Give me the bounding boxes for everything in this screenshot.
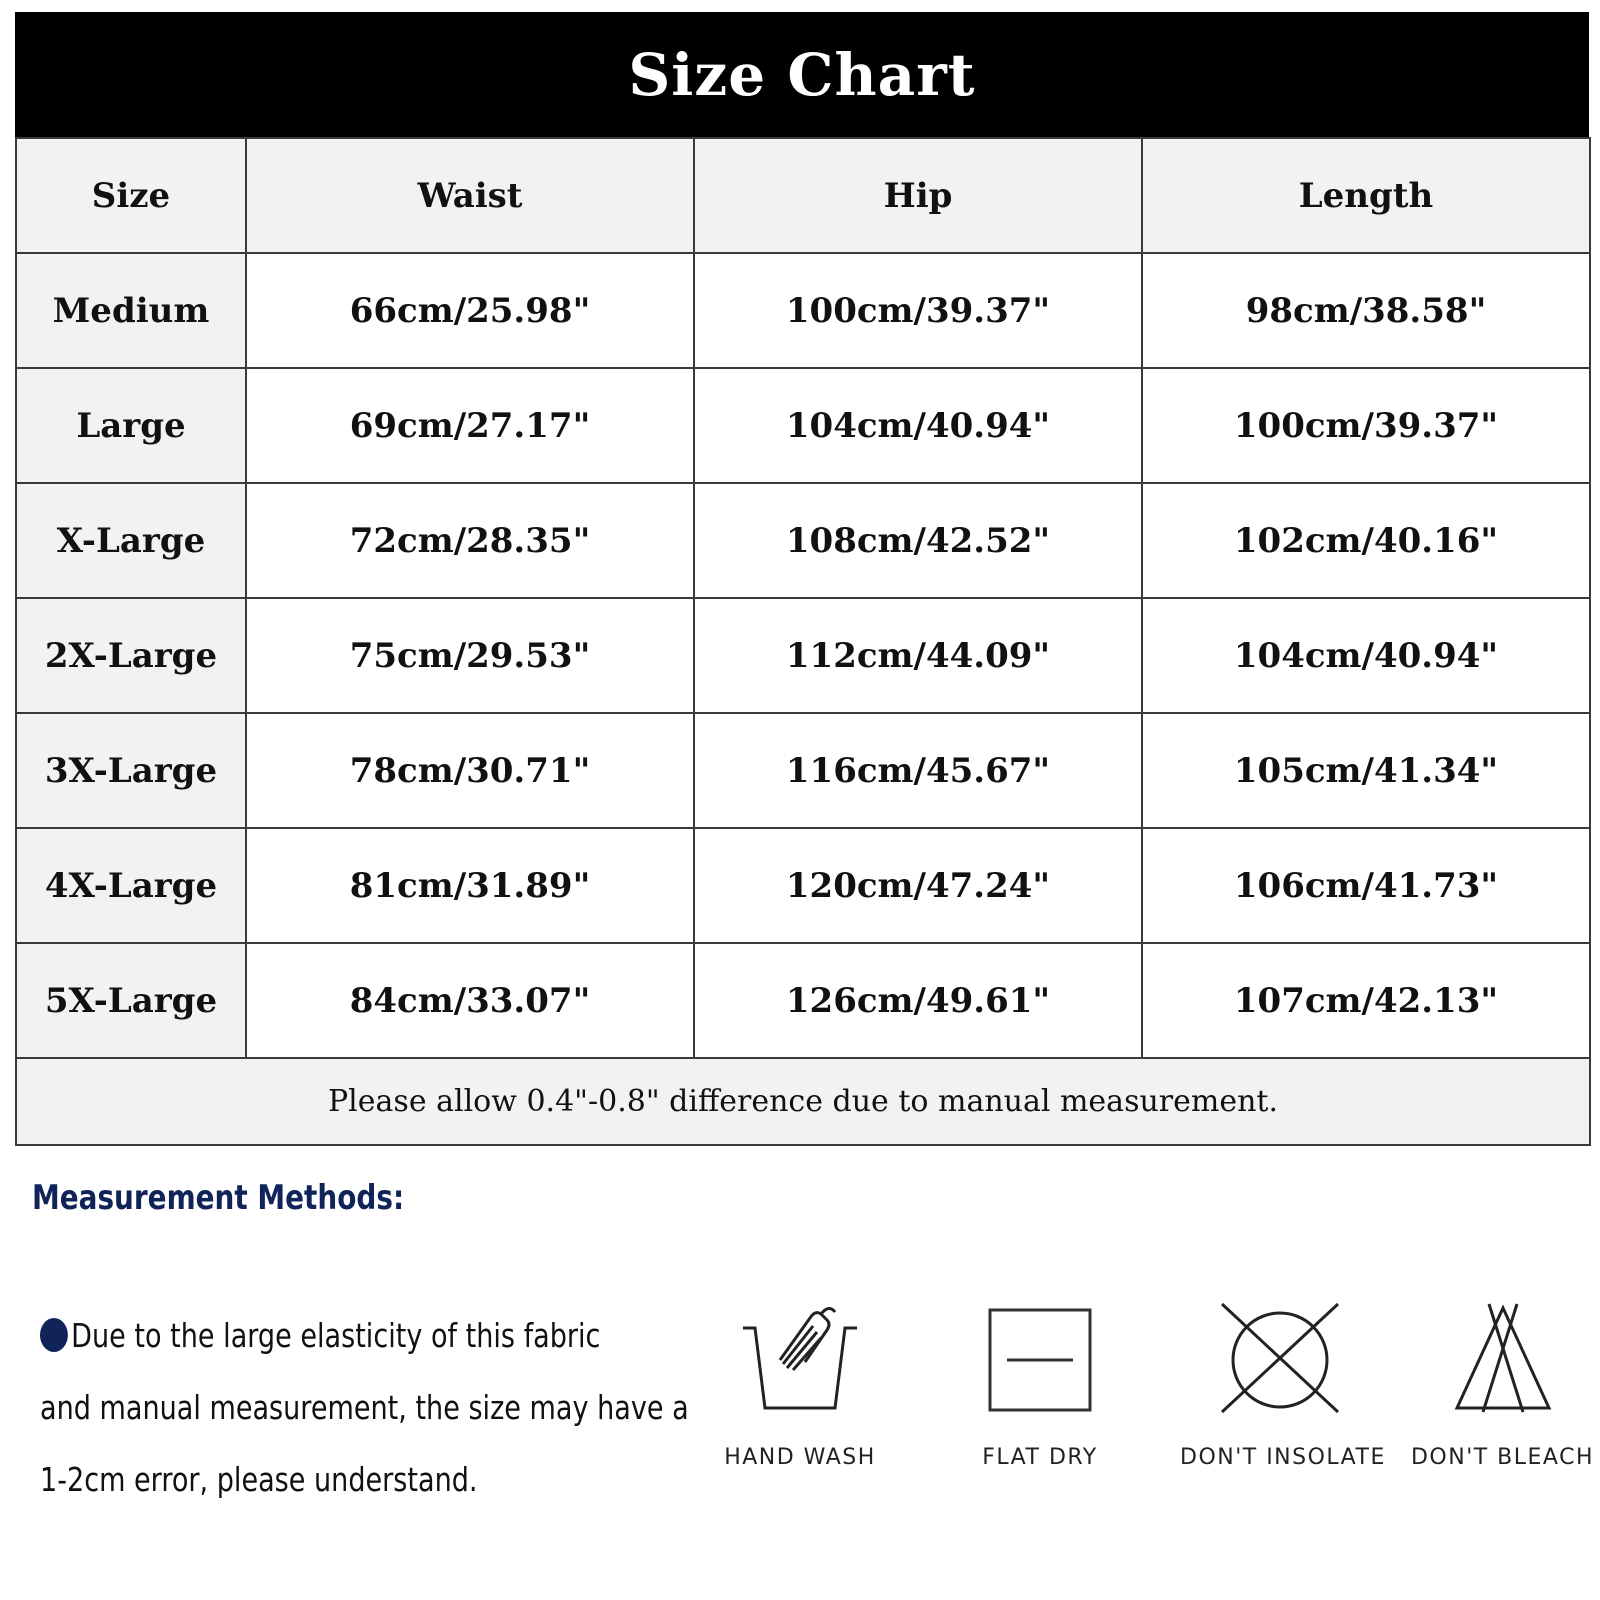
care-flat-dry (940, 1300, 1140, 1470)
size-cell: Large (16, 368, 246, 483)
hip-cell: 116cm/45.67" (694, 713, 1142, 828)
bullet-dot-icon (40, 1318, 68, 1352)
length-cell: 104cm/40.94" (1142, 598, 1590, 713)
care-label: HAND WASH (724, 1445, 876, 1470)
length-cell: 100cm/39.37" (1142, 368, 1590, 483)
header-length: Length (1142, 138, 1590, 253)
dont-insolate-icon (1218, 1300, 1342, 1415)
table-row (16, 368, 1590, 483)
table-row (16, 253, 1590, 368)
note-line: 1-2cm error, please understand. (40, 1460, 478, 1499)
table-row (16, 828, 1590, 943)
waist-cell: 81cm/31.89" (246, 828, 694, 943)
care-label: DON'T INSOLATE (1180, 1445, 1386, 1470)
waist-cell: 75cm/29.53" (246, 598, 694, 713)
waist-cell: 84cm/33.07" (246, 943, 694, 1058)
table-row (16, 598, 1590, 713)
size-cell: 5X-Large (16, 943, 246, 1058)
waist-cell: 72cm/28.35" (246, 483, 694, 598)
care-label: DON'T BLEACH (1410, 1445, 1594, 1470)
note-line: Due to the large elasticity of this fabric (40, 1300, 721, 1372)
hip-cell: 100cm/39.37" (694, 253, 1142, 368)
waist-cell: 66cm/25.98" (246, 253, 694, 368)
care-dont-bleach (1410, 1300, 1595, 1470)
length-cell: 106cm/41.73" (1142, 828, 1590, 943)
waist-cell: 78cm/30.71" (246, 713, 694, 828)
hip-cell: 120cm/47.24" (694, 828, 1142, 943)
care-dont-insolate (1180, 1300, 1386, 1470)
header-waist: Waist (246, 138, 694, 253)
elasticity-note (40, 1300, 721, 1516)
hip-cell: 108cm/42.52" (694, 483, 1142, 598)
size-cell: 3X-Large (16, 713, 246, 828)
measurement-note: Please allow 0.4"-0.8" difference due to manual measurement. (16, 1058, 1590, 1145)
length-cell: 105cm/41.34" (1142, 713, 1590, 828)
care-hand-wash (700, 1300, 900, 1470)
length-cell: 98cm/38.58" (1142, 253, 1590, 368)
hip-cell: 126cm/49.61" (694, 943, 1142, 1058)
care-label: FLAT DRY (982, 1445, 1098, 1470)
table-row (16, 713, 1590, 828)
length-cell: 102cm/40.16" (1142, 483, 1590, 598)
size-cell: 2X-Large (16, 598, 246, 713)
dont-bleach-icon (1453, 1300, 1553, 1415)
hip-cell: 104cm/40.94" (694, 368, 1142, 483)
flat-dry-icon (985, 1300, 1095, 1415)
header-hip: Hip (694, 138, 1142, 253)
hand-wash-icon (735, 1300, 865, 1415)
waist-cell: 69cm/27.17" (246, 368, 694, 483)
table-row (16, 483, 1590, 598)
hip-cell: 112cm/44.09" (694, 598, 1142, 713)
table-note-row (16, 1058, 1590, 1145)
measurement-methods-title: Measurement Methods: (32, 1178, 405, 1218)
length-cell: 107cm/42.13" (1142, 943, 1590, 1058)
size-cell: 4X-Large (16, 828, 246, 943)
size-table (15, 137, 1591, 1146)
table-header-row (16, 138, 1590, 253)
size-cell: Medium (16, 253, 246, 368)
size-cell: X-Large (16, 483, 246, 598)
note-line: and manual measurement, the size may have a (40, 1388, 689, 1427)
table-row (16, 943, 1590, 1058)
page-title: Size Chart (15, 12, 1589, 137)
header-size: Size (16, 138, 246, 253)
